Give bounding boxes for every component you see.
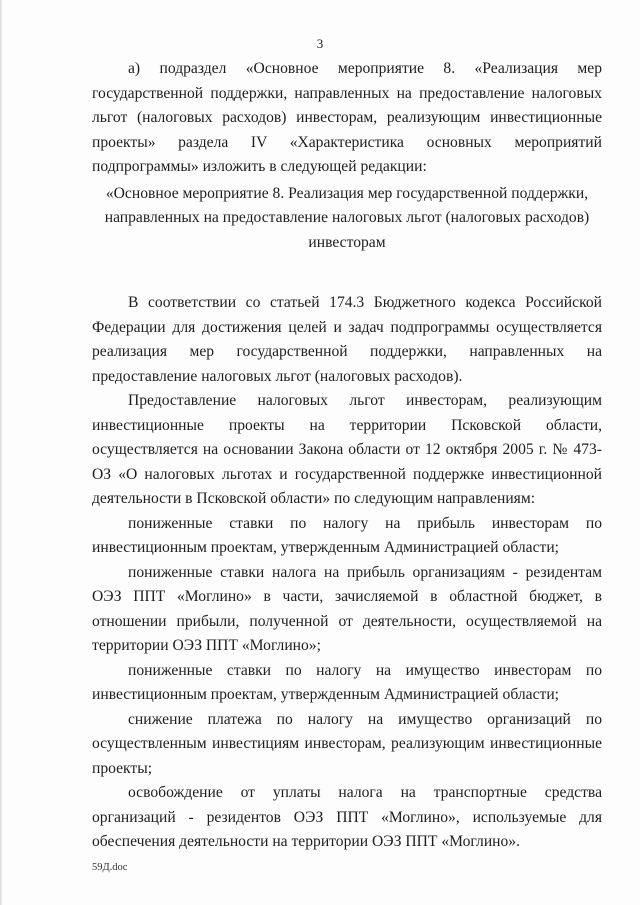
paragraph-legal-basis: В соответствии со статьей 174.3 Бюджетного кодекса Российской Федерации для достижения целей и задач подпрограммы осуществляется реализация мер государственной поддержки, направленных на предоставление налоговых льгот (налоговых расходов).	[92, 294, 602, 385]
list-item-profit-tax-residents: пониженные ставки налога на прибыль организациям - резидентам ОЭЗ ППТ «Моглино» в части, зачисляемой в областной бюджет, в отношении прибыли, полученной от деятельности, осуществляемой на территории ОЭЗ ППТ «Моглино»;	[92, 563, 602, 654]
section-title-line-1: «Основное мероприятие 8. Реализация мер государственной поддержки,	[105, 184, 589, 202]
intro-paragraph: а) подраздел «Основное мероприятие 8. «Реализация мер государственной поддержки, направленных на предоставление налоговых льгот (налоговых расходов) инвесторам, реализующим инвестиционные проекты» раздела IV «Характеристика основных мероприятий подпрограммы» изложить в следующей редакции:	[92, 60, 602, 175]
list-item-profit-tax-investors: пониженные ставки по налогу на прибыль инвесторам по инвестиционным проектам, утвержденным Администрацией области;	[92, 514, 602, 556]
file-name-footer: 59Д.doc	[92, 862, 128, 873]
section-title-line-3: инвесторам	[308, 233, 386, 251]
section-title-line-2: направленных на предоставление налоговых льгот (налоговых расходов)	[104, 209, 590, 226]
document-body	[92, 57, 602, 855]
list-item-property-tax-investors: пониженные ставки по налогу на имущество инвесторам по инвестиционным проектам, утвержденным Администрацией области;	[92, 661, 602, 703]
list-item-property-tax-reduction: снижение платежа по налогу на имущество организаций по осуществленным инвестициям инвесторам, реализующим инвестиционные проекты;	[92, 710, 602, 777]
section-spacer	[92, 255, 602, 291]
scan-edge-shadow	[0, 0, 3, 905]
list-item-transport-tax-exemption: освобождение от уплаты налога на транспортные средства организаций - резидентов ОЭЗ ППТ «Моглино», используемые для обеспечения деятельности на территории ОЭЗ ППТ «Моглино».	[92, 784, 602, 850]
section-title	[92, 182, 602, 256]
paragraph-provision: Предоставление налоговых льгот инвесторам, реализующим инвестиционные проекты на территории Псковской области, осуществляется на основании Закона области от 12 октября 2005 г. № 473-ОЗ «О налоговых льготах и государственной поддержке инвестиционной деятельности в Псковской области» по следующим направлениям:	[92, 392, 602, 507]
page-number: 3	[316, 36, 324, 51]
